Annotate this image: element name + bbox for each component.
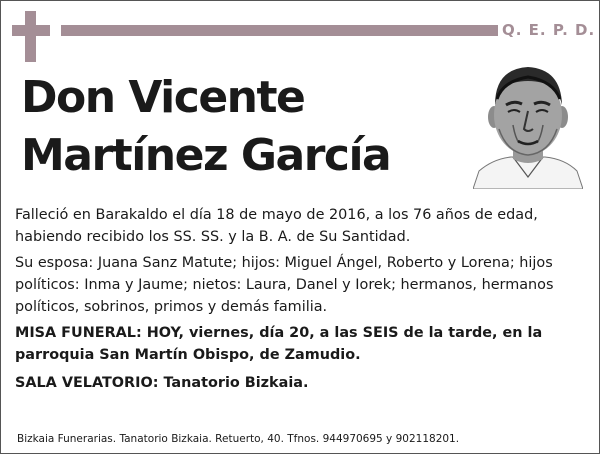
family-paragraph: Su esposa: Juana Sanz Matute; hijos: Miguel Ángel, Roberto y Lorena; hijos políticos: Inma y Jaume; nietos: Laura, Danel y Iorek; hermanos, hermanos políticos, sobrinos, primos y demás familia. (15, 255, 554, 315)
name-line-2: Martínez García (21, 130, 391, 181)
qepd-label: Q. E. P. D. (502, 21, 596, 39)
wake-room-paragraph: SALA VELATORIO: Tanatorio Bizkaia. (15, 375, 309, 391)
cross-icon (25, 11, 36, 62)
portrait-photo (473, 59, 583, 189)
funeral-mass-paragraph: MISA FUNERAL: HOY, viernes, día 20, a las SEIS de la tarde, en la parroquia San Martín Obispo, de Zamudio. (15, 325, 543, 363)
name-line-1: Don Vicente (21, 72, 305, 123)
cross-icon-bar (12, 25, 50, 36)
death-notice-paragraph: Falleció en Barakaldo el día 18 de mayo de 2016, a los 76 años de edad, habiendo recibido los SS. SS. y la B. A. de Su Santidad. (15, 207, 538, 245)
funeral-home-footer: Bizkaia Funerarias. Tanatorio Bizkaia. Retuerto, 40. Tfnos. 944970695 y 902118201. (17, 433, 460, 445)
deceased-name (21, 69, 390, 185)
header-rule (61, 25, 498, 36)
obituary-body (15, 204, 589, 400)
